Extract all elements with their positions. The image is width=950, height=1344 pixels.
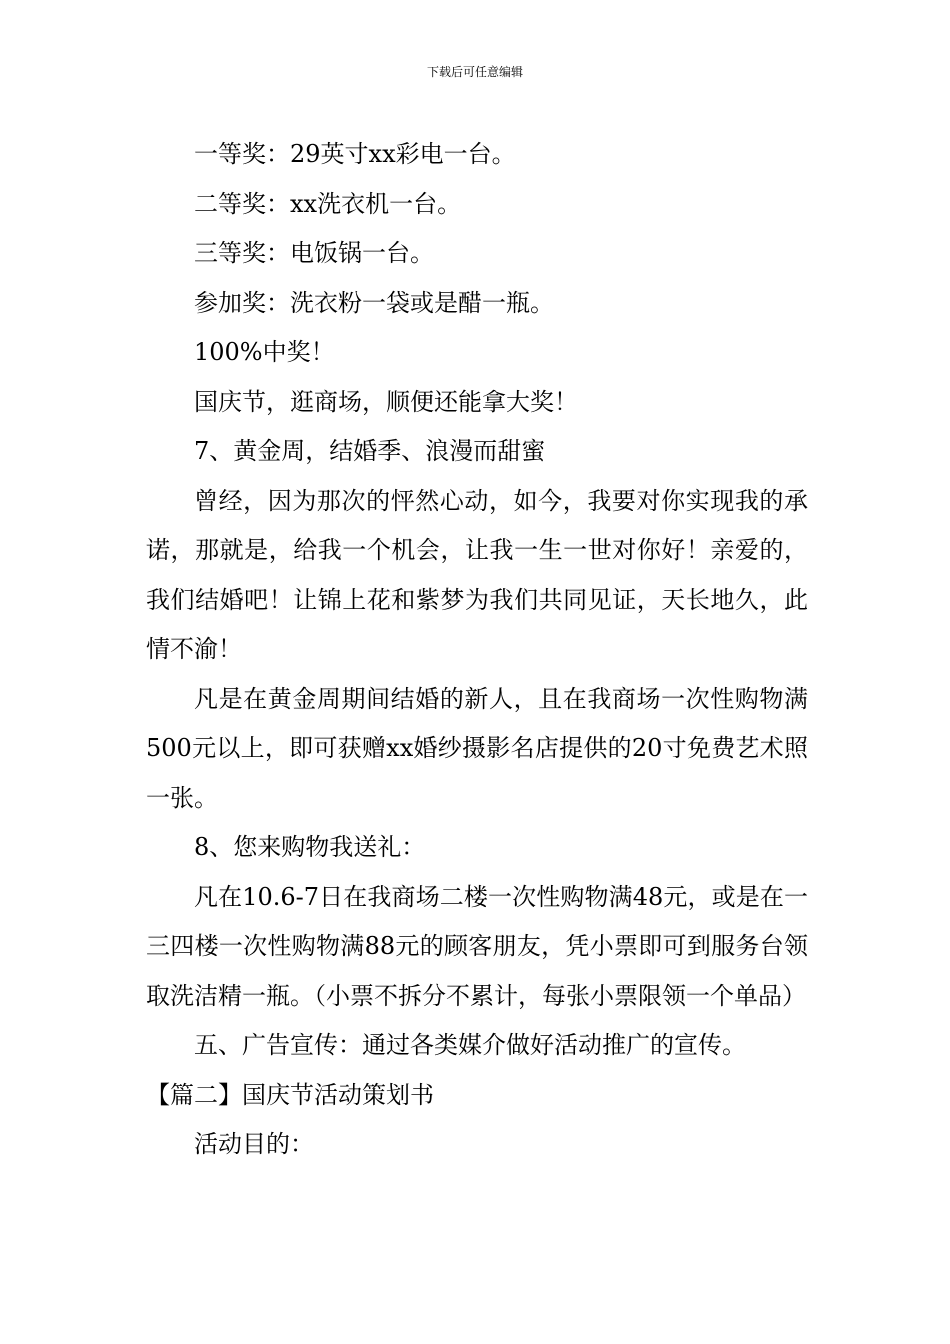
section-heading-purpose: 活动目的： [194,1130,314,1158]
paragraph-wedding-offer: 凡是在黄金周期间结婚的新人，且在我商场一次性购物满500元以上，即可获赠xx婚纱摄影名店提供的20寸免费艺术照一张。 [146,684,808,812]
document-body [146,130,808,1170]
paragraph-gift-details: 凡在10.6-7日在我商场二楼一次性购物满48元，或是在一三四楼一次性购物满88元的顾客朋友，凭小票即可到服务台领取洗洁精一瓶。（小票不拆分不累计，每张小票限领一个单品） [146,882,808,1010]
chapter-heading-part-two: 【篇二】国庆节活动策划书 [146,1080,434,1109]
paragraph-hundred-percent: 100%中奖！ [194,338,335,366]
section-heading-golden-week: 7、黄金周，结婚季、浪漫而甜蜜 [194,437,546,465]
paragraph-participation-prize: 参加奖：洗衣粉一袋或是醋一瓶。 [194,288,554,317]
section-heading-advertising: 五、广告宣传：通过各类媒介做好活动推广的宣传。 [194,1031,746,1059]
paragraph-slogan: 国庆节，逛商场，顺便还能拿大奖！ [194,387,578,416]
page-header-note: 下载后可任意编辑 [426,65,523,79]
paragraph-first-prize: 一等奖：29英寸xx彩电一台。 [194,140,516,168]
section-heading-gifts: 8、您来购物我送礼： [194,833,426,861]
paragraph-wedding-promise: 曾经，因为那次的怦然心动，如今，我要对你实现我的承诺，那就是，给我一个机会，让我一生一世对你好！亲爱的，我们结婚吧！让锦上花和紫梦为我们共同见证，天长地久，此情不渝！ [146,486,808,663]
paragraph-second-prize: 二等奖：xx洗衣机一台。 [194,189,462,218]
paragraph-third-prize: 三等奖：电饭锅一台。 [194,239,434,267]
